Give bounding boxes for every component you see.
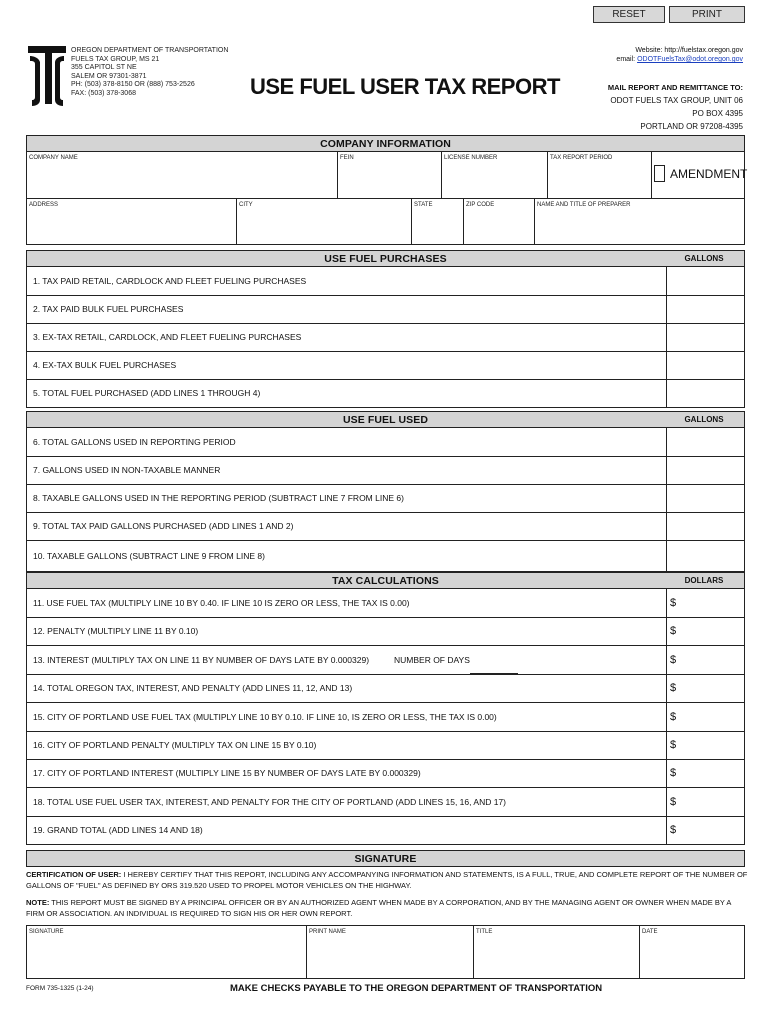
calc-line-11-input[interactable] (666, 589, 744, 617)
company-heading: COMPANY INFORMATION (320, 138, 451, 150)
used-line-9 (26, 513, 745, 541)
form-number: FORM 735-1325 (1-24) (26, 985, 94, 992)
certification-text: CERTIFICATION OF USER: I HEREBY CERTIFY THAT THIS REPORT, INCLUDING ANY ACCOMPANYING INFORMATION AND STATEMENTS, IS A FULL, TRUE, AND COMPLETE REPORT OF THE NUMBER OF GALLONS OF "FUEL" AS DEFINED BY ORS 319.520 USED TO PROPEL MOTOR VEHICLES ON THE HIGHWAY. (26, 870, 748, 890)
used-line-7-input[interactable] (666, 457, 744, 484)
form-title: USE FUEL USER TAX REPORT (250, 74, 560, 99)
purchases-line-label: 5. TOTAL FUEL PURCHASED (ADD LINES 1 THROUGH 4) (33, 388, 261, 398)
used-line-6-input[interactable] (666, 428, 744, 456)
calc-line-label: 17. CITY OF PORTLAND INTEREST (MULTIPLY LINE 15 BY NUMBER OF DAYS LATE BY 0.000329) (33, 768, 421, 778)
purchases-line-5-input[interactable] (666, 380, 744, 407)
purchases-line-label: 4. EX-TAX BULK FUEL PURCHASES (33, 360, 177, 370)
number-of-days-input[interactable] (470, 666, 518, 674)
mail-heading: MAIL REPORT AND REMITTANCE TO: (607, 83, 743, 92)
calc-line-label: 14. TOTAL OREGON TAX, INTEREST, AND PENALTY (ADD LINES 11, 12, AND 13) (33, 683, 353, 693)
purchases-section-header (26, 250, 745, 267)
calc-line-18-input[interactable] (666, 788, 744, 816)
website-link[interactable]: http://fuelstax.oregon.gov (664, 47, 743, 54)
amendment-label: AMENDMENT (670, 167, 748, 181)
used-line-8 (26, 485, 745, 513)
signature-heading: SIGNATURE (354, 853, 417, 865)
calc-line-16-input[interactable] (666, 732, 744, 759)
company-section-header (26, 135, 745, 152)
calc-line-12-input[interactable] (666, 618, 744, 645)
odot-logo (26, 44, 68, 110)
dollar-sign: $ (670, 625, 677, 637)
mail-line-3: PORTLAND OR 97208-4395 (640, 122, 743, 131)
calc-line-label: 19. GRAND TOTAL (ADD LINES 14 AND 18) (33, 825, 203, 835)
contact-info (540, 46, 743, 64)
purchases-line-2 (26, 296, 745, 324)
calc-line-15 (26, 703, 745, 732)
calc-line-14-input[interactable] (666, 675, 744, 702)
dollar-sign: $ (670, 682, 677, 694)
dollar-sign: $ (670, 654, 677, 666)
address-field[interactable]: ADDRESS (29, 202, 59, 208)
used-line-label: 6. TOTAL GALLONS USED IN REPORTING PERIOD (33, 437, 236, 447)
calc-heading: TAX CALCULATIONS (332, 575, 439, 587)
purchases-line-1 (26, 267, 745, 296)
print-name-field[interactable]: PRINT NAME (306, 926, 473, 978)
dollar-sign: $ (670, 796, 677, 808)
calc-line-14 (26, 675, 745, 703)
signature-grid (26, 925, 745, 979)
mail-to (540, 81, 743, 133)
license-number-field[interactable]: LICENSE NUMBER (441, 152, 547, 198)
used-line-label: 9. TOTAL TAX PAID GALLONS PURCHASED (ADD LINES 1 AND 2) (33, 521, 294, 531)
amendment-area (651, 152, 748, 198)
calc-section-header (26, 572, 745, 589)
preparer-field[interactable]: NAME AND TITLE OF PREPARER (534, 199, 745, 244)
dollar-sign: $ (670, 767, 677, 779)
email-label: email: (616, 56, 636, 63)
calc-line-label: 18. TOTAL USE FUEL USER TAX, INTEREST, AND PENALTY FOR THE CITY OF PORTLAND (ADD LINES 15, 16, AND 17) (33, 797, 506, 807)
purchases-line-3-input[interactable] (666, 324, 744, 351)
signature-section-header (26, 850, 745, 867)
company-name-field[interactable]: COMPANY NAME (29, 155, 78, 161)
used-line-6 (26, 428, 745, 457)
purchases-line-5 (26, 380, 745, 408)
calc-line-13 (26, 646, 745, 675)
email-link[interactable]: ODOTFuelsTax@odot.oregon.gov (637, 56, 743, 63)
used-line-10 (26, 541, 745, 572)
purchases-line-3 (26, 324, 745, 352)
calc-line-label: 15. CITY OF PORTLAND USE FUEL TAX (MULTIPLY LINE 10 BY 0.10. IF LINE 10, IS ZERO OR LESS, THE TAX IS 0.00) (33, 712, 497, 722)
signature-field[interactable]: SIGNATURE (29, 929, 64, 935)
state-field[interactable]: STATE (411, 199, 463, 244)
calc-line-18 (26, 788, 745, 817)
calc-line-12 (26, 618, 745, 646)
calc-line-label: 11. USE FUEL TAX (MULTIPLY LINE 10 BY 0.40. IF LINE 10 IS ZERO OR LESS, THE TAX IS 0.00) (33, 598, 410, 608)
calc-line-19-input[interactable] (666, 817, 744, 844)
calc-line-15-input[interactable] (666, 703, 744, 731)
purchases-unit: GALLONS (684, 254, 724, 263)
used-line-label: 8. TAXABLE GALLONS USED IN THE REPORTING PERIOD (SUBTRACT LINE 7 FROM LINE 6) (33, 493, 404, 503)
date-field[interactable]: DATE (639, 926, 744, 978)
used-line-7 (26, 457, 745, 485)
city-field[interactable]: CITY (236, 199, 411, 244)
purchases-line-2-input[interactable] (666, 296, 744, 323)
used-line-8-input[interactable] (666, 485, 744, 512)
purchases-heading: USE FUEL PURCHASES (324, 253, 447, 265)
used-unit: GALLONS (684, 415, 724, 424)
calc-line-11 (26, 589, 745, 618)
mail-line-2: PO BOX 4395 (692, 109, 743, 118)
note-text: NOTE: THIS REPORT MUST BE SIGNED BY A PRINCIPAL OFFICER OR BY AN AUTHORIZED AGENT WHEN MADE BY A CORPORATION, AND BY THE MANAGING AGENT OR OWNER WHEN MADE BY A FIRM OR ASSOCIATION. AN INDIVIDUAL IS REQUIRED TO SIGN HIS OR HER OWN REPORT. (26, 898, 732, 918)
purchases-line-label: 1. TAX PAID RETAIL, CARDLOCK AND FLEET FUELING PURCHASES (33, 276, 307, 286)
calc-line-17 (26, 760, 745, 788)
calc-line-label: 16. CITY OF PORTLAND PENALTY (MULTIPLY TAX ON LINE 15 BY 0.10) (33, 740, 317, 750)
zip-field[interactable]: ZIP CODE (463, 199, 534, 244)
used-line-label: 7. GALLONS USED IN NON-TAXABLE MANNER (33, 465, 221, 475)
calc-unit: DOLLARS (684, 576, 724, 585)
calc-line-label: 12. PENALTY (MULTIPLY LINE 11 BY 0.10) (33, 626, 199, 636)
used-line-label: 10. TAXABLE GALLONS (SUBTRACT LINE 9 FROM LINE 8) (33, 551, 265, 561)
checks-payable-note: MAKE CHECKS PAYABLE TO THE OREGON DEPARTMENT OF TRANSPORTATION (230, 983, 603, 994)
dollar-sign: $ (670, 739, 677, 751)
used-section-header (26, 411, 745, 428)
calc-line-13-input[interactable] (666, 646, 744, 674)
purchases-line-4 (26, 352, 745, 380)
website-label: Website: (635, 47, 663, 54)
calc-line-label: 13. INTEREST (MULTIPLY TAX ON LINE 11 BY NUMBER OF DAYS LATE BY 0.000329) (33, 655, 370, 665)
used-heading: USE FUEL USED (342, 414, 429, 426)
fein-field[interactable]: FEIN (337, 152, 441, 198)
tax-report-period-field[interactable]: TAX REPORT PERIOD (547, 152, 651, 198)
purchases-line-4-input[interactable] (666, 352, 744, 379)
used-line-10-input[interactable] (666, 541, 744, 571)
calc-line-16 (26, 732, 745, 760)
purchases-line-1-input[interactable] (666, 267, 744, 295)
dollar-sign: $ (670, 597, 677, 609)
purchases-line-label: 3. EX-TAX RETAIL, CARDLOCK, AND FLEET FUELING PURCHASES (33, 332, 302, 342)
amendment-checkbox[interactable] (654, 165, 665, 182)
number-of-days-label: NUMBER OF DAYS (394, 655, 470, 665)
print-button[interactable]: PRINT (669, 6, 745, 23)
agency-address: OREGON DEPARTMENT OF TRANSPORTATION FUELS TAX GROUP, MS 21 355 CAPITOL ST NE SALEM OR 97301-3871 PH: (503) 378-8150 OR (888) 753-2526 FAX: (503) 378-3068 (71, 47, 229, 97)
used-line-9-input[interactable] (666, 513, 744, 540)
dollar-sign: $ (670, 824, 677, 836)
title-field[interactable]: TITLE (473, 926, 639, 978)
dollar-sign: $ (670, 711, 677, 723)
calc-line-17-input[interactable] (666, 760, 744, 787)
calc-line-19 (26, 817, 745, 845)
company-info-grid (26, 152, 748, 245)
reset-button[interactable]: RESET (593, 6, 665, 23)
purchases-line-label: 2. TAX PAID BULK FUEL PURCHASES (33, 304, 184, 314)
mail-line-1: ODOT FUELS TAX GROUP, UNIT 06 (610, 96, 743, 105)
